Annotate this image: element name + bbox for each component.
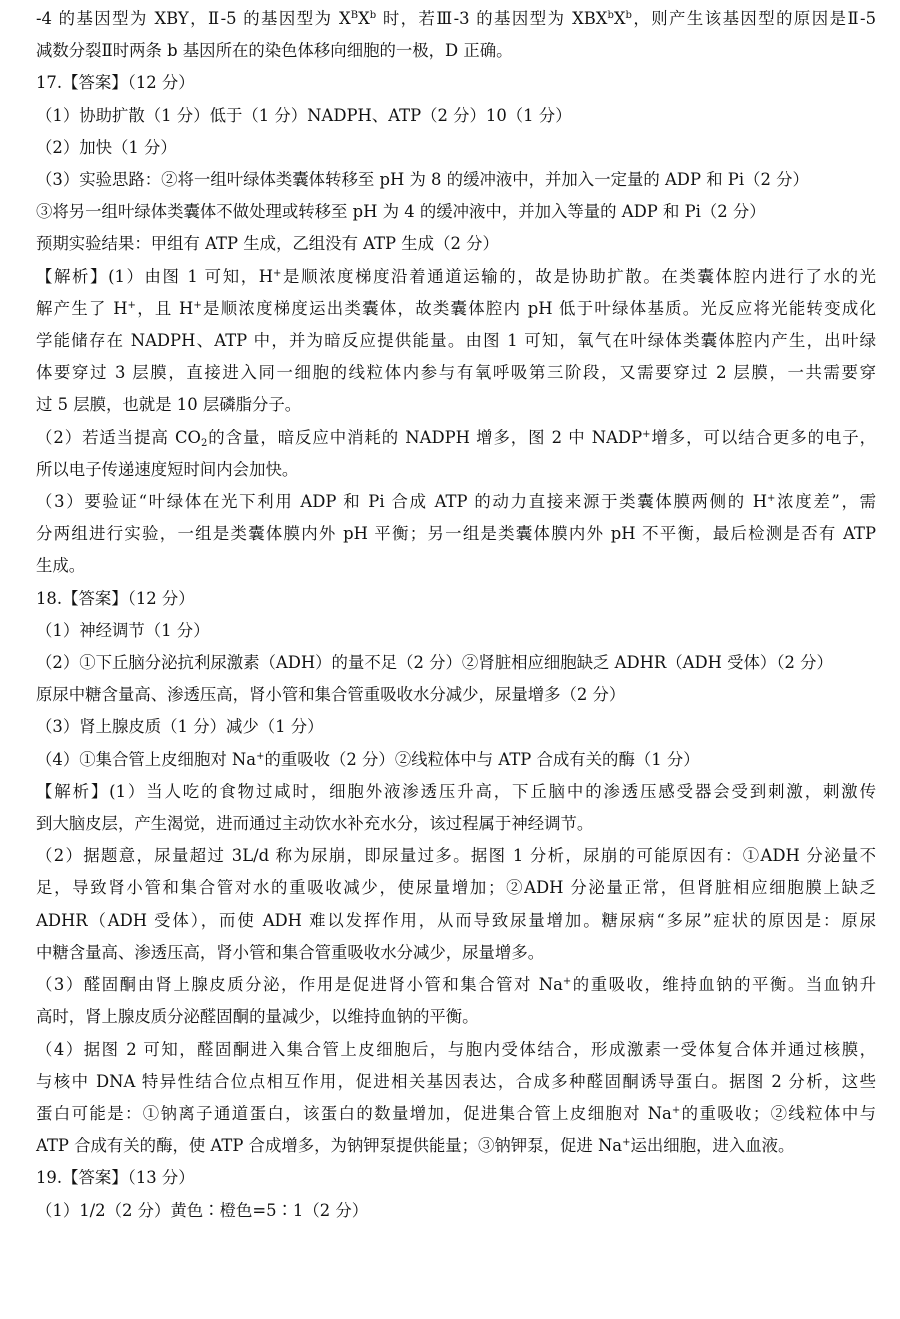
q17-answer-3: （3）实验思路：②将一组叶绿体类囊体转移至 pH 为 8 的缓冲液中，并加入一定量的 ADP 和 Pi（2 分） (36, 170, 809, 190)
q18-analysis-2 (36, 840, 876, 969)
q18-header: 18.【答案】（12 分） (36, 588, 195, 608)
q18-section (36, 583, 876, 1163)
text-line: 到大脑皮层，产生渴觉，进而通过主动饮水补充水分，该过程属于神经调节。 (36, 814, 594, 834)
text-line: 足，导致肾小管和集合管对水的重吸收减少，使尿量增加；②ADH 分泌量正常，但肾脏相应细胞膜上缺乏 (36, 878, 876, 898)
text-line: 中糖含量高、渗透压高，肾小管和集合管重吸收水分减少，尿量增多。 (36, 942, 545, 962)
q16-continuation (36, 3, 876, 67)
text-line: 生成。 (36, 556, 86, 576)
text-line: 蛋白可能是：①钠离子通道蛋白，该蛋白的数量增加，促进集合管上皮细胞对 Na+的重吸收；②线粒体中与 (36, 1103, 877, 1123)
q17-section (36, 67, 876, 582)
text-line: 【解析】(1）当人吃的食物过咸时，细胞外液渗透压升高，下丘脑中的渗透压感受器会受到刺激，刺激传 (36, 781, 876, 801)
text-line: 学能储存在 NADPH、ATP 中，并为暗反应提供能量。由图 1 可知，氧气在叶绿体类囊体腔内产生，出叶绿 (36, 331, 876, 351)
q17-answer-5: 预期实验结果：甲组有 ATP 生成，乙组没有 ATP 生成（2 分） (36, 234, 499, 254)
q18-analysis-1 (36, 776, 876, 840)
text-line: （4）据图 2 可知，醛固酮进入集合管上皮细胞后，与胞内受体结合，形成激素一受体复合体并通过核膜， (36, 1039, 876, 1059)
text-line: 所以电子传递速度短时间内会加快。 (36, 459, 299, 479)
q17-answer-1: （1）协助扩散（1 分）低于（1 分）NADPH、ATP（2 分）10（1 分） (36, 105, 572, 125)
q18-answer-4: （3）肾上腺皮质（1 分）减少（1 分） (36, 717, 324, 737)
text-line: ATP 合成有关的酶，使 ATP 合成增多，为钠钾泵提供能量；③钠钾泵，促进 Na+运出细胞，进入血液。 (36, 1136, 795, 1156)
q17-answer-4: ③将另一组叶绿体类囊体不做处理或转移至 pH 为 4 的缓冲液中，并加入等量的 ADP 和 Pi（2 分） (36, 202, 766, 222)
text-line: 减数分裂Ⅱ时两条 b 基因所在的染色体移向细胞的一极，D 正确。 (36, 41, 513, 61)
q18-answer-3: 原尿中糖含量高、渗透压高，肾小管和集合管重吸收水分减少，尿量增多（2 分） (36, 685, 626, 705)
text-line: 【解析】(1）由图 1 可知，H+是顺浓度梯度沿着通道运输的，故是协助扩散。在类囊体腔内进行了水的光 (36, 266, 877, 286)
q17-analysis-2 (36, 422, 876, 486)
text-line: 与核中 DNA 特异性结合位点相互作用，促进相关基因表达，合成多种醛固酮诱导蛋白。据图 2 分析，这些 (36, 1071, 876, 1091)
text-line: 分两组进行实验，一组是类囊体膜内外 pH 平衡；另一组是类囊体膜内外 pH 不平衡，最后检测是否有 ATP (36, 524, 876, 544)
q18-analysis-4 (36, 1034, 876, 1163)
q17-analysis-1 (36, 261, 876, 422)
q18-answer-2: （2）①下丘脑分泌抗利尿激素（ADH）的量不足（2 分）②肾脏相应细胞缺乏 ADHR（ADH 受体）（2 分） (36, 653, 833, 673)
q19-answer-1: （1）1/2（2 分）黄色∶橙色=5∶1（2 分） (36, 1200, 369, 1220)
q17-analysis-3 (36, 486, 876, 583)
text-line: （2）若适当提高 $CO_2$的含量，暗反应中消耗的 NADPH 增多，图 2 中 NADP+增多，可以结合更多的电子， (36, 427, 877, 449)
q17-header: 17.【答案】（12 分） (36, 73, 195, 93)
text-line: 过 5 层膜，也就是 10 层磷脂分子。 (36, 395, 302, 415)
q18-analysis-3 (36, 969, 876, 1033)
text-line: 体要穿过 3 层膜，直接进入同一细胞的线粒体内参与有氧呼吸第三阶段，又需要穿过 2 层膜，一共需要穿 (36, 363, 876, 383)
text-line: （2）据题意，尿量超过 3L/d 称为尿崩，即尿量过多。据图 1 分析，尿崩的可能原因有：①ADH 分泌量不 (36, 846, 876, 866)
text-line: ADHR（ADH 受体），而使 ADH 难以发挥作用，从而导致尿量增加。糖尿病“多尿”症状的原因是：原尿 (36, 910, 876, 930)
text-line: 解产生了 H+，且 H+是顺浓度梯度运出类囊体，故类囊体腔内 pH 低于叶绿体基质。光反应将光能转变成化 (36, 298, 876, 318)
q17-answer-2: （2）加快（1 分） (36, 137, 177, 157)
text-line: 高时，肾上腺皮质分泌醛固酮的量减少，以维持血钠的平衡。 (36, 1007, 479, 1027)
text-line: （3）要验证“叶绿体在光下利用 ADP 和 Pi 合成 ATP 的动力直接来源于类囊体膜两侧的 H+浓度差”，需 (36, 492, 876, 512)
q18-answer-1: （1）神经调节（1 分） (36, 620, 210, 640)
q19-section (36, 1162, 876, 1226)
q18-answer-5: （4）①集合管上皮细胞对 Na+的重吸收（2 分）②线粒体中与 ATP 合成有关的酶（1 分） (36, 749, 700, 769)
text-line: -4 的基因型为 XBY，Ⅱ-5 的基因型为 $X^BX^b$ 时，若Ⅲ-3 的基因型为 $XBX^bX^b$，则产生该基因型的原因是Ⅱ-5 (36, 9, 876, 28)
text-line: （3）醛固酮由肾上腺皮质分泌，作用是促进肾小管和集合管对 Na+的重吸收，维持血钠的平衡。当血钠升 (36, 975, 876, 995)
q19-header: 19.【答案】（13 分） (36, 1168, 195, 1188)
